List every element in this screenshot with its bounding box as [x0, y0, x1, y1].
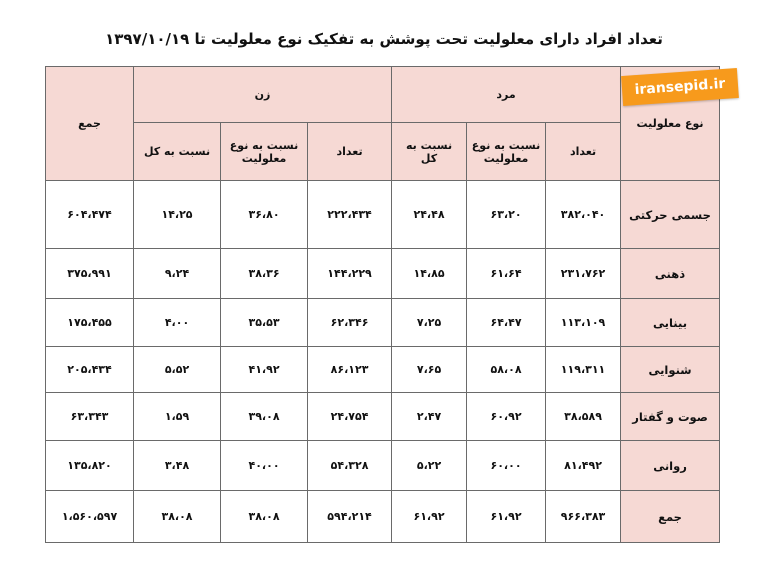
header-female-ratio-type: نسبت به نوع معلولیت	[221, 123, 308, 181]
female-ratio-total-cell: ۹،۲۴	[134, 249, 221, 299]
male-count-cell: ۳۸،۵۸۹	[546, 393, 621, 441]
female-ratio-type-cell: ۴۱،۹۲	[221, 347, 308, 393]
female-count-cell: ۵۴،۳۲۸	[308, 441, 392, 491]
female-count-cell: ۲۴،۷۵۴	[308, 393, 392, 441]
male-ratio-total-cell: ۷،۶۵	[392, 347, 467, 393]
male-ratio-type-cell: ۵۸،۰۸	[467, 347, 546, 393]
row-label: جمع	[621, 491, 720, 543]
disability-table-container	[45, 66, 719, 542]
male-ratio-type-cell: ۶۳،۲۰	[467, 181, 546, 249]
female-ratio-total-cell: ۱۴،۲۵	[134, 181, 221, 249]
header-female: زن	[134, 67, 392, 123]
header-male-count: تعداد	[546, 123, 621, 181]
male-ratio-total-cell: ۲۴،۴۸	[392, 181, 467, 249]
table-row	[46, 249, 720, 299]
row-label: جسمی حرکتی	[621, 181, 720, 249]
table-body	[46, 181, 720, 543]
male-ratio-total-cell: ۶۱،۹۲	[392, 491, 467, 543]
female-ratio-type-cell: ۳۸،۳۶	[221, 249, 308, 299]
disability-table	[45, 66, 720, 543]
male-count-cell: ۸۱،۴۹۲	[546, 441, 621, 491]
table-row	[46, 491, 720, 543]
total-cell: ۶۳،۳۴۳	[46, 393, 134, 441]
female-ratio-type-cell: ۳۵،۵۳	[221, 299, 308, 347]
male-ratio-type-cell: ۶۱،۹۲	[467, 491, 546, 543]
header-male: مرد	[392, 67, 621, 123]
table-row	[46, 347, 720, 393]
female-ratio-total-cell: ۳۸،۰۸	[134, 491, 221, 543]
header-male-ratio-total: نسبت به کل	[392, 123, 467, 181]
total-cell: ۶۰۴،۴۷۴	[46, 181, 134, 249]
table-row	[46, 441, 720, 491]
male-ratio-type-cell: ۶۰،۹۲	[467, 393, 546, 441]
male-count-cell: ۱۱۳،۱۰۹	[546, 299, 621, 347]
total-cell: ۱۷۵،۴۵۵	[46, 299, 134, 347]
row-label: شنوایی	[621, 347, 720, 393]
header-male-ratio-type: نسبت به نوع معلولیت	[467, 123, 546, 181]
female-count-cell: ۶۲،۳۴۶	[308, 299, 392, 347]
header-female-count: تعداد	[308, 123, 392, 181]
female-ratio-type-cell: ۴۰،۰۰	[221, 441, 308, 491]
male-ratio-total-cell: ۵،۲۲	[392, 441, 467, 491]
row-label: روانی	[621, 441, 720, 491]
watermark-logo: iransepid.ir	[621, 68, 739, 106]
female-ratio-type-cell: ۳۶،۸۰	[221, 181, 308, 249]
total-cell: ۱،۵۶۰،۵۹۷	[46, 491, 134, 543]
male-ratio-total-cell: ۲،۴۷	[392, 393, 467, 441]
female-count-cell: ۲۲۲،۴۳۴	[308, 181, 392, 249]
table-row	[46, 181, 720, 249]
female-count-cell: ۵۹۴،۲۱۴	[308, 491, 392, 543]
male-count-cell: ۳۸۲،۰۴۰	[546, 181, 621, 249]
header-female-ratio-total: نسبت به کل	[134, 123, 221, 181]
male-count-cell: ۹۶۶،۳۸۳	[546, 491, 621, 543]
total-cell: ۳۷۵،۹۹۱	[46, 249, 134, 299]
total-cell: ۲۰۵،۴۳۴	[46, 347, 134, 393]
male-count-cell: ۱۱۹،۳۱۱	[546, 347, 621, 393]
total-cell: ۱۳۵،۸۲۰	[46, 441, 134, 491]
male-ratio-total-cell: ۱۴،۸۵	[392, 249, 467, 299]
header-total: جمع	[46, 67, 134, 181]
page-title: تعداد افراد دارای معلولیت تحت پوشش به تفکیک نوع معلولیت تا ۱۳۹۷/۱۰/۱۹	[105, 30, 663, 48]
female-count-cell: ۸۶،۱۲۳	[308, 347, 392, 393]
female-ratio-total-cell: ۴،۰۰	[134, 299, 221, 347]
female-ratio-total-cell: ۳،۴۸	[134, 441, 221, 491]
row-label: بینایی	[621, 299, 720, 347]
table-row	[46, 393, 720, 441]
female-ratio-type-cell: ۳۹،۰۸	[221, 393, 308, 441]
male-ratio-type-cell: ۶۰،۰۰	[467, 441, 546, 491]
male-ratio-type-cell: ۶۱،۶۴	[467, 249, 546, 299]
row-label: صوت و گفتار	[621, 393, 720, 441]
header-disability-type: نوع معلولیت	[621, 67, 720, 181]
female-ratio-type-cell: ۳۸،۰۸	[221, 491, 308, 543]
male-ratio-type-cell: ۶۴،۴۷	[467, 299, 546, 347]
female-ratio-total-cell: ۵،۵۲	[134, 347, 221, 393]
row-label: ذهنی	[621, 249, 720, 299]
male-ratio-total-cell: ۷،۲۵	[392, 299, 467, 347]
female-count-cell: ۱۴۴،۲۲۹	[308, 249, 392, 299]
female-ratio-total-cell: ۱،۵۹	[134, 393, 221, 441]
table-row	[46, 299, 720, 347]
male-count-cell: ۲۳۱،۷۶۲	[546, 249, 621, 299]
